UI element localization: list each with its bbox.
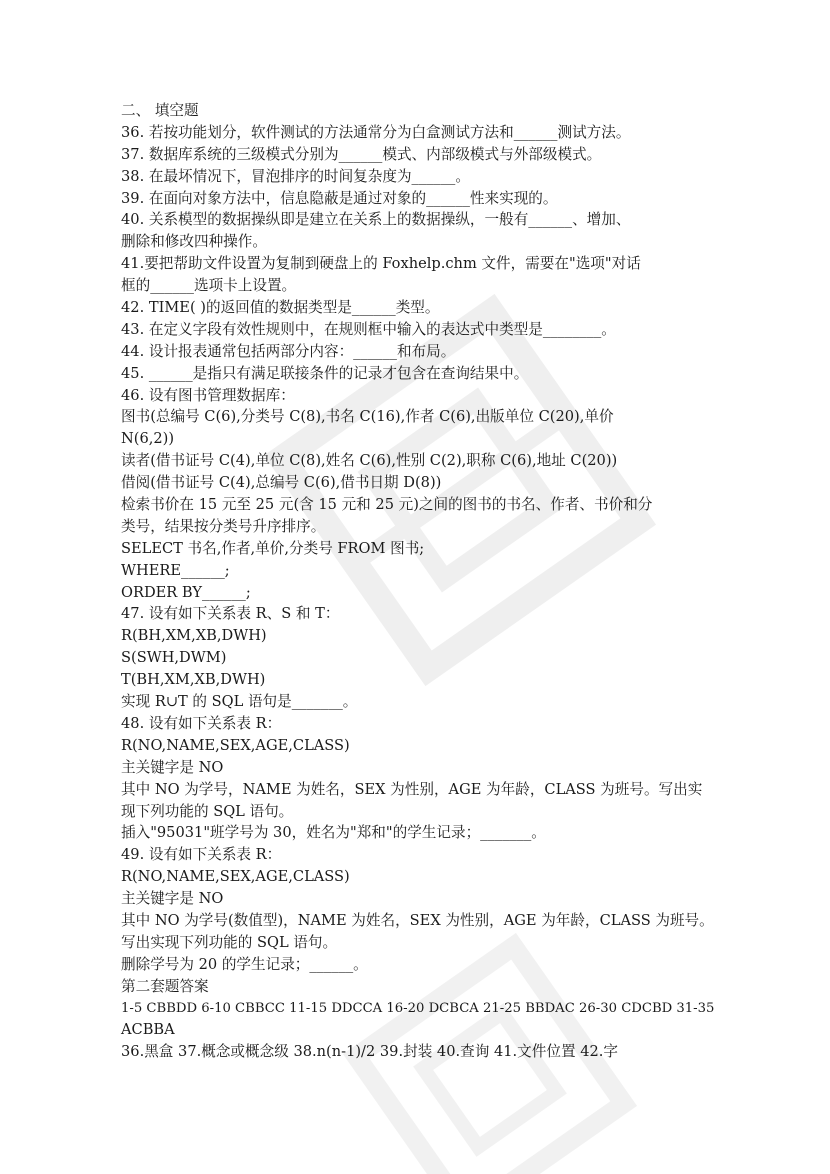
document-body bbox=[121, 100, 721, 1063]
text-line: S(SWH,DWM) bbox=[121, 649, 227, 667]
text-line: 图书(总编号 C(6),分类号 C(8),书名 C(16),作者 C(6),出版单位 C(20),单价 bbox=[121, 408, 614, 426]
text-line: R(NO,NAME,SEX,AGE,CLASS) bbox=[121, 736, 350, 754]
text-line: 1-5 CBBDD 6-10 CBBCC 11-15 DDCCA 16-20 DCBCA 21-25 BBDAC 26-30 CDCBD 31-35 bbox=[121, 1000, 715, 1016]
text-line: 主关键字是 NO bbox=[121, 890, 224, 908]
text-line: 44. 设计报表通常包括两部分内容：______和布局。 bbox=[121, 342, 456, 360]
text-line: 框的______选项卡上设置。 bbox=[121, 277, 297, 295]
text-line: 借阅(借书证号 C(4),总编号 C(6),借书日期 D(8)) bbox=[121, 474, 442, 492]
text-line: 40. 关系模型的数据操纵即是建立在关系上的数据操纵，一般有______、增加、 bbox=[121, 211, 631, 229]
text-line: 48. 设有如下关系表 R： bbox=[121, 714, 282, 732]
text-line: 其中 NO 为学号，NAME 为姓名，SEX 为性别，AGE 为年龄，CLASS 为班号。写出实 bbox=[121, 780, 703, 798]
text-line: 插入"95031"班学号为 30，姓名为"郑和"的学生记录；_______。 bbox=[121, 824, 546, 842]
text-line: 45. ______是指只有满足联接条件的记录才包含在查询结果中。 bbox=[121, 364, 529, 382]
text-line: 47. 设有如下关系表 R、S 和 T： bbox=[121, 605, 340, 623]
text-line: 其中 NO 为学号(数值型)，NAME 为姓名，SEX 为性别，AGE 为年龄，CLASS 为班号。 bbox=[121, 911, 714, 929]
text-line: 检索书价在 15 元至 25 元(含 15 元和 25 元)之间的图书的书名、作者、书价和分 bbox=[121, 496, 653, 514]
text-line: 39. 在面向对象方法中，信息隐蔽是通过对象的______性来实现的。 bbox=[121, 189, 558, 207]
text-line: 46. 设有图书管理数据库： bbox=[121, 386, 295, 404]
text-line: 删除学号为 20 的学生记录；______。 bbox=[121, 955, 368, 973]
text-line: 36.黑盒 37.概念或概念级 38.n(n-1)/2 39.封装 40.查询 41.文件位置 42.字 bbox=[121, 1043, 618, 1061]
text-line: ACBBA bbox=[121, 1021, 175, 1039]
text-line: 38. 在最坏情况下，冒泡排序的时间复杂度为______。 bbox=[121, 167, 470, 185]
text-line: 实现 R∪T 的 SQL 语句是_______。 bbox=[121, 693, 358, 711]
text-line: 36. 若按功能划分，软件测试的方法通常分为白盒测试方法和______测试方法。 bbox=[121, 123, 631, 141]
text-line: N(6,2)) bbox=[121, 430, 175, 448]
text-line: ORDER BY______; bbox=[121, 583, 251, 601]
text-line: 删除和修改四种操作。 bbox=[121, 233, 267, 251]
text-line: 读者(借书证号 C(4),单位 C(8),姓名 C(6),性别 C(2),职称 C(6),地址 C(20)) bbox=[121, 452, 618, 470]
text-line: 类号，结果按分类号升序排序。 bbox=[121, 517, 326, 535]
text-line: R(NO,NAME,SEX,AGE,CLASS) bbox=[121, 868, 350, 886]
text-line: 49. 设有如下关系表 R： bbox=[121, 846, 282, 864]
text-line: 现下列功能的 SQL 语句。 bbox=[121, 802, 294, 820]
text-line: WHERE______; bbox=[121, 561, 230, 579]
text-line: 第二套题答案 bbox=[121, 977, 209, 995]
text-line: 41.要把帮助文件设置为复制到硬盘上的 Foxhelp.chm 文件，需要在"选项"对话 bbox=[121, 255, 641, 273]
text-line: SELECT 书名,作者,单价,分类号 FROM 图书; bbox=[121, 539, 425, 557]
text-line: 二、 填空题 bbox=[121, 102, 199, 119]
text-line: 43. 在定义字段有效性规则中，在规则框中输入的表达式中类型是________。 bbox=[121, 320, 616, 338]
text-line: R(BH,XM,XB,DWH) bbox=[121, 627, 267, 645]
text-line: 主关键字是 NO bbox=[121, 758, 224, 776]
text-line: T(BH,XM,XB,DWH) bbox=[121, 671, 266, 689]
text-line: 37. 数据库系统的三级模式分别为______模式、内部级模式与外部级模式。 bbox=[121, 145, 602, 163]
text-line: 写出实现下列功能的 SQL 语句。 bbox=[121, 933, 338, 951]
text-line: 42. TIME( )的返回值的数据类型是______类型。 bbox=[121, 299, 440, 317]
